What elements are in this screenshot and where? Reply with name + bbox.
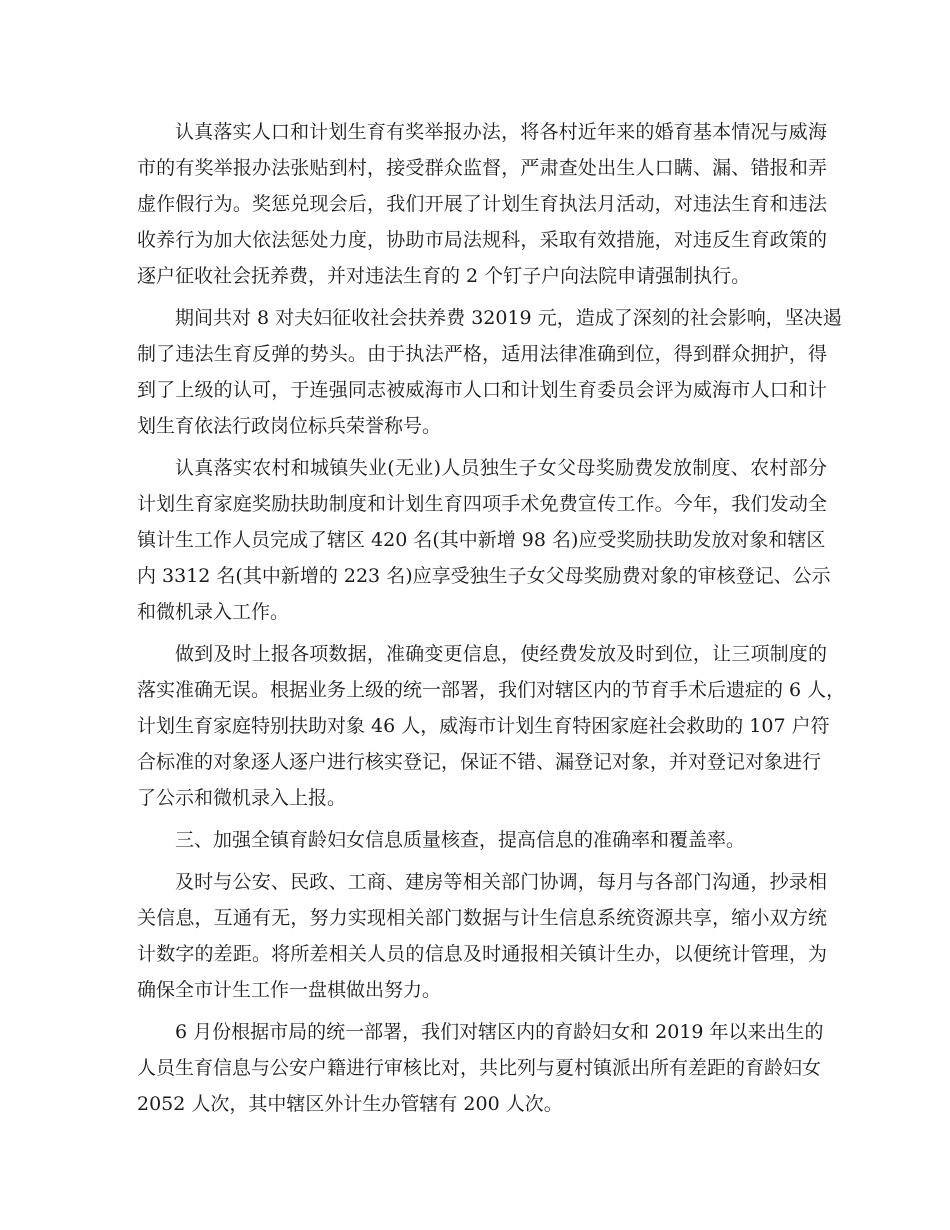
text-line: 划生育依法行政岗位标兵荣誉称号。	[137, 415, 442, 437]
document-body	[137, 114, 846, 1128]
text-line: 关信息，互通有无，努力实现相关部门数据与计生信息系统资源共享，缩小双方统	[137, 907, 827, 929]
text-line: 认真落实人口和计划生育有奖举报办法，将各村近年来的婚育基本情况与威海	[175, 121, 827, 143]
text-line: 2052 人次，其中辖区外计生办管辖有 200 人次。	[137, 1093, 563, 1115]
paragraph-6	[137, 1014, 827, 1122]
text-line: 逐户征收社会抚养费，并对违法生育的 2 个钉子户向法院申请强制执行。	[137, 265, 751, 287]
text-line: 期间共对 8 对夫妇征收社会扶养费 32019 元，造成了深刻的社会影响，坚决遏	[175, 307, 842, 329]
text-line: 合标准的对象逐人逐户进行核实登记，保证不错、漏登记对象，并对登记对象进行	[137, 751, 822, 773]
text-line: 了公示和微机录入上报。	[137, 787, 347, 809]
section-heading-text: 三、加强全镇育龄妇女信息质量核查，提高信息的准确率和覆盖率。	[175, 829, 746, 851]
text-line: 市的有奖举报办法张贴到村，接受群众监督，严肃查处出生人口瞒、漏、错报和弄	[137, 157, 827, 179]
text-line: 到了上级的认可，于连强同志被威海市人口和计划生育委员会评为威海市人口和计	[137, 379, 827, 401]
text-line: 制了违法生育反弹的势头。由于执法严格，适用法律准确到位，得到群众拥护，得	[137, 343, 827, 365]
text-line: 6 月份根据市局的统一部署，我们对辖区内的育龄妇女和 2019 年以来出生的	[175, 1021, 824, 1043]
text-line: 计数字的差距。将所差相关人员的信息及时通报相关镇计生办，以便统计管理，为	[137, 943, 827, 965]
paragraph-1	[137, 114, 827, 294]
text-line: 计划生育家庭特别扶助对象 46 人，威海市计划生育特困家庭社会救助的 107 户符	[137, 715, 830, 737]
text-line: 认真落实农村和城镇失业(无业)人员独生子女父母奖励费发放制度、农村部分	[175, 457, 827, 479]
text-line: 内 3312 名(其中新增的 223 名)应享受独生子女父母奖励费对象的审核登记、公示	[137, 565, 831, 587]
text-line: 镇计生工作人员完成了辖区 420 名(其中新增 98 名)应受奖励扶助发放对象和辖区	[137, 529, 826, 551]
paragraph-2	[137, 300, 842, 444]
text-line: 计划生育家庭奖励扶助制度和计划生育四项手术免费宣传工作。今年，我们发动全	[137, 493, 827, 515]
text-line: 确保全市计生工作一盘棋做出努力。	[137, 979, 442, 1001]
text-line: 人员生育信息与公安户籍进行审核比对，共比列与夏村镇派出所有差距的育龄妇女	[137, 1057, 822, 1079]
text-line: 收养行为加大依法惩处力度，协助市局法规科，采取有效措施，对违反生育政策的	[137, 229, 827, 251]
text-line: 落实准确无误。根据业务上级的统一部署，我们对辖区内的节育手术后遗症的 6 人，	[137, 679, 846, 701]
text-line: 做到及时上报各项数据，准确变更信息，使经费发放及时到位，让三项制度的	[175, 643, 827, 665]
text-line: 及时与公安、民政、工商、建房等相关部门协调，每月与各部门沟通，抄录相	[175, 871, 827, 893]
text-line: 和微机录入工作。	[137, 601, 290, 623]
text-line: 虚作假行为。奖惩兑现会后，我们开展了计划生育执法月活动，对违法生育和违法	[137, 193, 827, 215]
paragraph-4	[137, 636, 846, 816]
section-heading-3	[137, 822, 827, 858]
paragraph-5	[137, 864, 827, 1008]
paragraph-3	[137, 450, 831, 630]
